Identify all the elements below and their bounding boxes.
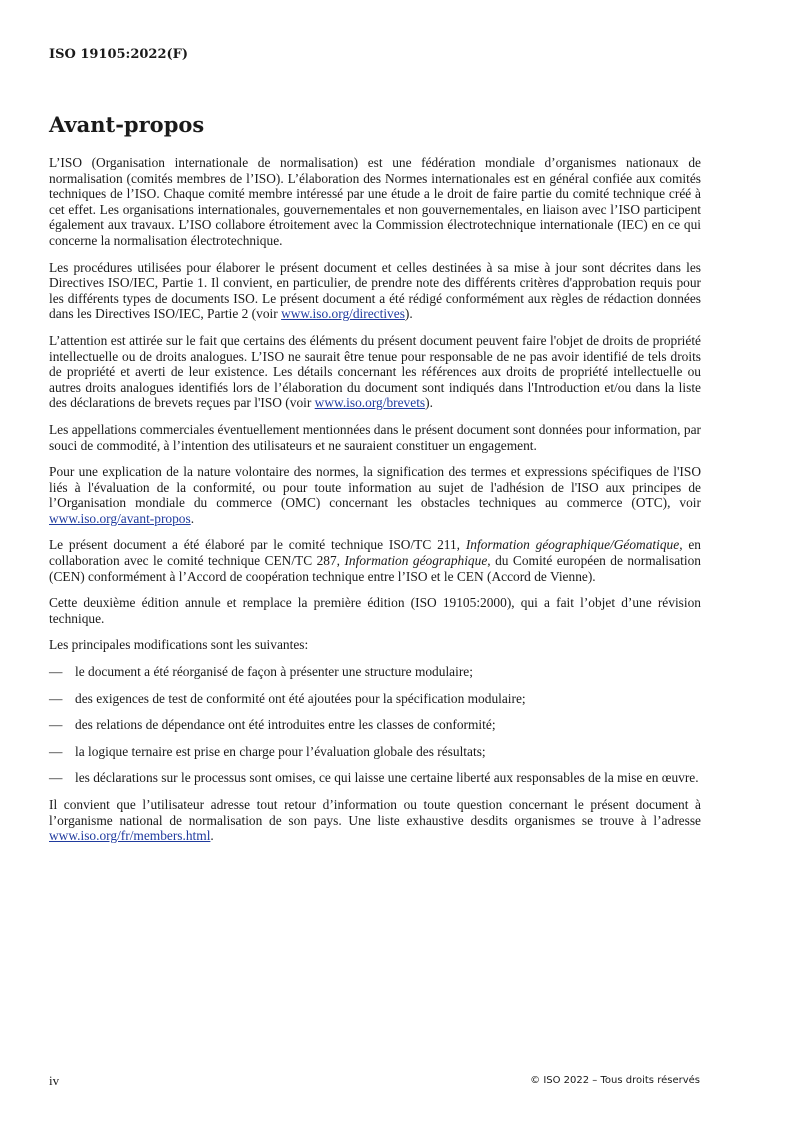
paragraph-iso-intro: L’ISO (Organisation internationale de normalisation) est une fédération mondiale d’organismes nationaux de normalisation (comités membres de l’ISO). L’élaboration des Normes internationales est en général confiée aux comités techniques de l’ISO. Chaque comité membre intéressé par une étude a le droit de faire partie du comité technique créé à cet effet. Les organisations internationales, gouvernementales et non gouvernementales, en liaison avec l’ISO participent également aux travaux. L’ISO collabore étroitement avec la Commission électrotechnique internationale (IEC) en ce qui concerne la normalisation électrotechnique. — [49, 155, 701, 248]
copyright-notice: © ISO 2022 – Tous droits réservés — [530, 1075, 700, 1086]
paragraph-edition: Cette deuxième édition annule et remplace la première édition (ISO 19105:2000), qui a fait l’objet d’une révision technique. — [49, 595, 701, 626]
paragraph-feedback: Il convient que l’utilisateur adresse tout retour d’information ou toute question concernant le présent document à l’organisme national de normalisation de son pays. Une liste exhaustive desdits organismes se trouve à l’adresse www.iso.org/fr/members.html. — [49, 797, 701, 844]
document-code: ISO 19105:2022(F) — [49, 47, 189, 62]
paragraph-committee: Le présent document a été élaboré par le comité technique ISO/TC 211, Information géographique/Géomatique, en collaboration avec le comité technique CEN/TC 287, Information géographique, du Comité européen de normalisation (CEN) conformément à l’Accord de coopération technique entre l’ISO et le CEN (Accord de Vienne). — [49, 537, 701, 584]
paragraph-patents: L’attention est attirée sur le fait que certains des éléments du présent document peuvent faire l'objet de droits de propriété intellectuelle ou de droits analogues. L’ISO ne saurait être tenue pour responsable de ne pas avoir identifié de tels droits de propriété et averti de leur existence. Les détails concernant les références aux droits de propriété intellectuelle ou autres droits analogues identifiés lors de l’élaboration du document sont indiqués dans l'Introduction et/ou dans la liste des déclarations de brevets reçues par l'ISO (voir www.iso.org/brevets). — [49, 332, 701, 411]
foreword-link[interactable]: www.iso.org/avant-propos — [49, 510, 191, 526]
members-link[interactable]: www.iso.org/fr/members.html — [49, 828, 211, 844]
patents-link[interactable]: www.iso.org/brevets — [314, 395, 426, 411]
list-item: — la logique ternaire est prise en charge pour l’évaluation globale des résultats; — [49, 743, 486, 759]
list-item: — des exigences de test de conformité ont été ajoutées pour la spécification modulaire; — [49, 690, 526, 706]
foreword-body — [49, 155, 701, 855]
paragraph-changes-intro: Les principales modifications sont les suivantes: — [49, 637, 309, 653]
list-item: — les déclarations sur le processus sont omises, ce qui laisse une certaine liberté aux responsables de la mise en œuvre. — [49, 770, 699, 786]
paragraph-voluntary-nature: Pour une explication de la nature volontaire des normes, la signification des termes et expressions spécifiques de l'ISO liés à l'évaluation de la conformité, ou pour toute information au sujet de l'adhésion de l'ISO aux principes de l’Organisation mondiale du commerce (OMC) concernant les obstacles techniques au commerce (OTC), voir www.iso.org/avant-propos. — [49, 464, 701, 526]
paragraph-procedures: Les procédures utilisées pour élaborer le présent document et celles destinées à sa mise à jour sont décrites dans les Directives ISO/IEC, Partie 1. Il convient, en particulier, de prendre note des différents critères d'approbation requis pour les différents types de documents ISO. Le présent document a été rédigé conformément aux règles de rédaction données dans les Directives ISO/IEC, Partie 2 (voir www.iso.org/directives). — [49, 259, 701, 322]
list-item: — le document a été réorganisé de façon à présenter une structure modulaire; — [49, 664, 473, 680]
page-title: Avant-propos — [49, 112, 205, 137]
list-item: — des relations de dépendance ont été introduites entre les classes de conformité; — [49, 717, 496, 733]
paragraph-trade-names: Les appellations commerciales éventuellement mentionnées dans le présent document sont données pour information, par souci de commodité, à l’intention des utilisateurs et ne sauraient constituer un engagement. — [49, 421, 701, 453]
directives-link[interactable]: www.iso.org/directives — [281, 306, 405, 322]
page-number: iv — [49, 1073, 60, 1088]
changes-list — [49, 664, 701, 786]
